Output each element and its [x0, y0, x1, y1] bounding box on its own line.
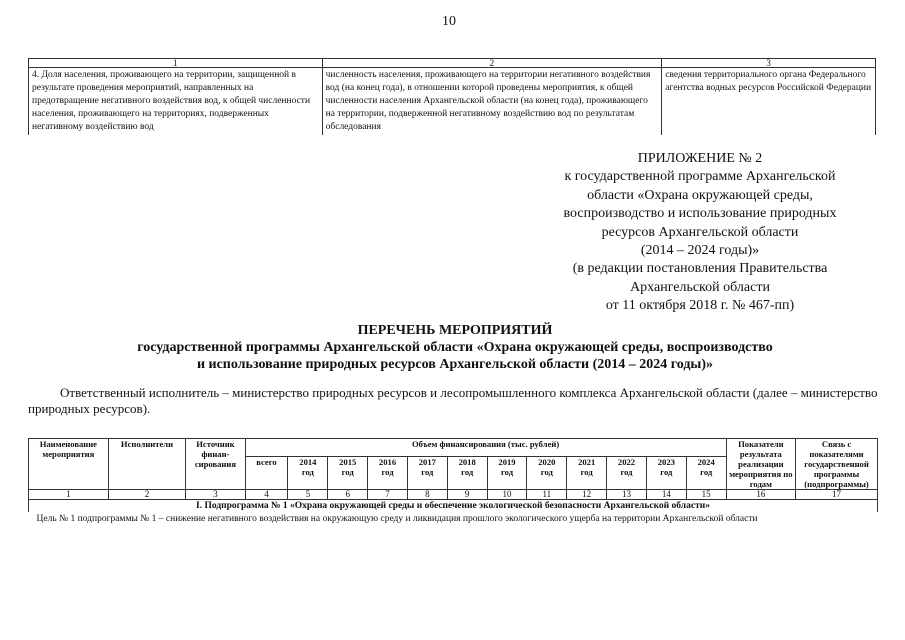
col-header-executors: Исполнители — [108, 439, 186, 490]
col-header-year — [447, 456, 487, 489]
col-header-year — [407, 456, 447, 489]
col-header-year — [607, 456, 647, 489]
year-label: 2024 — [697, 456, 715, 467]
year-word: год — [580, 466, 593, 477]
column-number: 13 — [607, 490, 647, 500]
col-header-indicators: Показатели результата реализации мероприятия по годам — [726, 439, 795, 490]
year-word: год — [540, 466, 553, 477]
col-header-year — [567, 456, 607, 489]
col-header-year — [686, 456, 726, 489]
year-word: год — [500, 466, 514, 477]
cont-header-2: 2 — [322, 59, 662, 68]
cont-cell-indicator: 4. Доля населения, проживающего на территории, защищенной в результате проведения мероприятий, направленных на предотвращение негативного воздействия вод, к общей численности населения, проживающего на территориях, подверженных негативному воздействию вод — [29, 68, 323, 136]
cont-header-3: 3 — [662, 59, 876, 68]
year-label: 2018 — [458, 456, 476, 467]
column-number: 3 — [186, 490, 245, 500]
year-word: год — [301, 466, 314, 477]
title-line: государственной программы Архангельской области «Охрана окружающей среды, воспроизводство — [137, 340, 773, 355]
appendix-line: (2014 – 2024 годы)» — [640, 243, 760, 259]
year-label: 2014 — [299, 456, 317, 467]
year-word: год — [700, 466, 713, 477]
year-label: 2017 — [418, 456, 436, 467]
column-number: 7 — [368, 490, 408, 500]
continuation-table — [28, 58, 876, 135]
appendix-line: области «Охрана окружающей среды, — [587, 187, 813, 203]
col-header-source: Источник финан-сирования — [186, 439, 245, 490]
appendix-line: (в редакции постановления Правительства — [572, 261, 828, 277]
col-header-name: Наименование мероприятия — [29, 439, 109, 490]
col-header-year — [328, 456, 368, 489]
year-label: 2021 — [578, 456, 596, 467]
measures-table — [28, 438, 878, 526]
appendix-line: ПРИЛОЖЕНИЕ № 2 — [637, 151, 763, 166]
cont-cell-method: численность населения, проживающего на территории негативного воздействия вод (на конец года), в отношении которой проведены мероприятия, к общей численности населения Архангельской области (на конец года), проживающего на территории, подверженной негативному воздействию вод по результатам обследования — [322, 68, 662, 136]
goal-row: Цель № 1 подпрограммы № 1 – снижение негативного воздействия на окружающую среду и ликвидация прошлого экологического ущерба на территории Архангельской области — [36, 514, 758, 524]
appendix-line: Архангельской области — [630, 279, 770, 295]
column-number: 9 — [447, 490, 487, 500]
col-header-total: всего — [245, 456, 288, 489]
document-title — [60, 322, 850, 373]
column-number: 4 — [245, 490, 288, 500]
appendix-line: воспроизводство и использование природных — [563, 206, 837, 222]
year-word: год — [660, 466, 673, 477]
col-header-year — [288, 456, 328, 489]
year-label: 2019 — [498, 456, 516, 467]
year-label: 2023 — [657, 456, 675, 467]
column-number: 12 — [567, 490, 607, 500]
year-label: 2016 — [378, 456, 397, 467]
column-number: 5 — [288, 490, 328, 500]
subprogram-heading: I. Подпрограмма № 1 «Охрана окружающей среды и обеспечение экологической безопасности Архангельской области» — [29, 500, 878, 513]
column-number: 2 — [108, 490, 186, 500]
year-word: год — [421, 466, 434, 477]
column-number: 8 — [407, 490, 447, 500]
column-number: 1 — [29, 490, 109, 500]
appendix-line: от 11 октября 2018 г. № 467-пп) — [605, 298, 795, 314]
appendix-block — [520, 150, 880, 316]
year-word: год — [461, 466, 474, 477]
year-label: 2020 — [538, 456, 556, 467]
column-number: 11 — [527, 490, 567, 500]
cont-header-1: 1 — [29, 59, 323, 68]
year-word: год — [381, 466, 394, 477]
title-line: и использование природных ресурсов Архангельской области (2014 – 2024 годы)» — [196, 357, 714, 372]
column-number: 14 — [646, 490, 686, 500]
title-line: ПЕРЕЧЕНЬ МЕРОПРИЯТИЙ — [357, 323, 553, 338]
column-number: 6 — [328, 490, 368, 500]
col-header-year — [487, 456, 527, 489]
col-header-year — [368, 456, 408, 489]
column-number: 10 — [487, 490, 527, 500]
year-label: 2015 — [339, 456, 357, 467]
col-header-year — [646, 456, 686, 489]
col-header-year — [527, 456, 567, 489]
col-header-link: Связь с показателями государственной программы (подпрограммы) — [796, 439, 878, 490]
year-word: год — [341, 466, 354, 477]
column-number: 16 — [726, 490, 795, 500]
responsible-executor: Ответственный исполнитель – министерство природных ресурсов и лесопромышленного комплекса Архангельской области (далее – министерство природных ресурсов). — [28, 385, 878, 416]
column-number: 17 — [796, 490, 878, 500]
column-number: 15 — [686, 490, 726, 500]
page-number: 10 — [442, 14, 456, 29]
cont-cell-source: сведения территориального органа Федерального агентства водных ресурсов Российской Федерации — [662, 68, 876, 136]
year-label: 2022 — [617, 456, 636, 467]
appendix-line: к государственной программе Архангельской — [564, 169, 836, 185]
col-header-volume: Объем финансирования (тыс. рублей) — [245, 439, 726, 457]
appendix-line: ресурсов Архангельской области — [601, 224, 799, 240]
year-word: год — [620, 466, 633, 477]
